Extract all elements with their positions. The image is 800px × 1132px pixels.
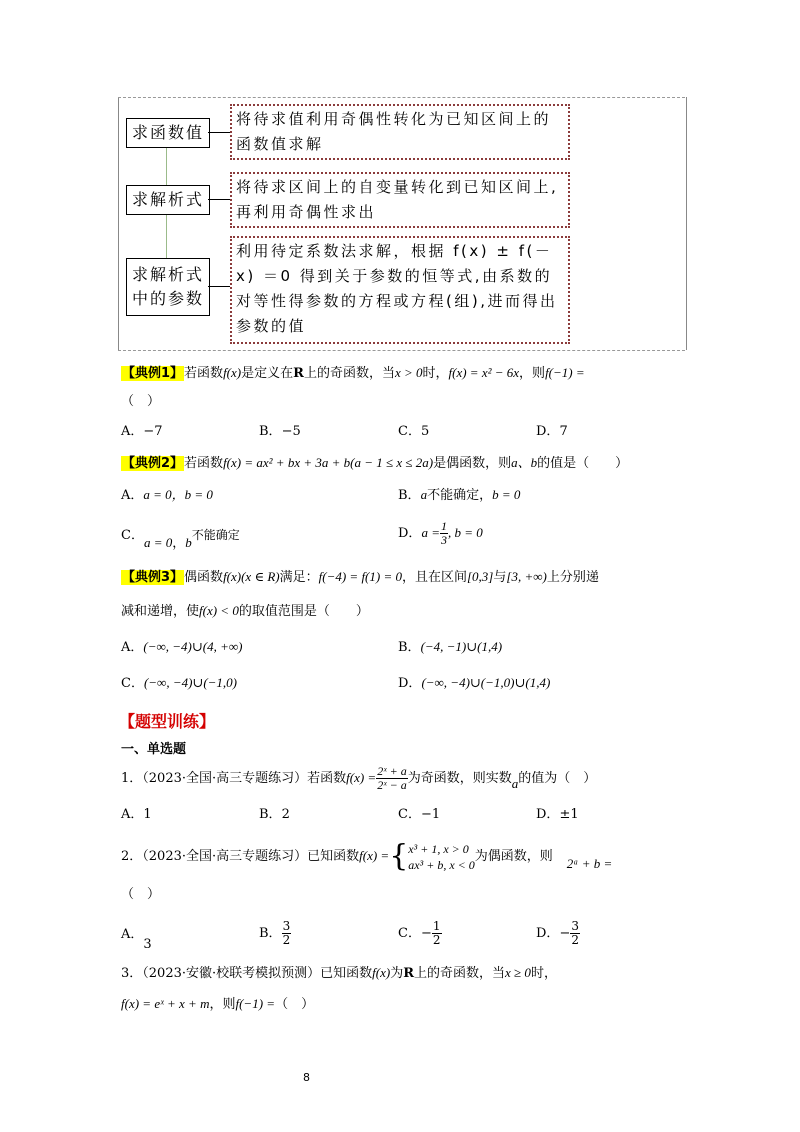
fraction <box>432 920 442 947</box>
formula: a <box>420 487 428 502</box>
question-2-paren: （ ） <box>121 887 161 902</box>
sign: − <box>420 926 432 941</box>
question-3-stem-line2 <box>121 995 314 1014</box>
option-value: −1 <box>420 807 441 822</box>
option-label: D． <box>536 926 560 941</box>
section-subtitle: 一、单选题 <box>121 742 187 757</box>
flowchart-link-3 <box>208 286 230 287</box>
option-label: B． <box>259 807 282 822</box>
text: ，则 <box>519 366 546 381</box>
example-2-option-c <box>121 526 240 551</box>
numerator: 2ˣ + a <box>377 764 407 778</box>
question-source: （2023·全国·高三专题练习）已知函数 <box>142 849 360 864</box>
formula: a = 0 <box>143 535 173 550</box>
option-value: (−∞, −4)∪(−1,0) <box>143 675 237 690</box>
formula: a = <box>421 525 440 540</box>
text: 为偶函数，则 <box>474 849 553 864</box>
question-1-option-a <box>121 806 152 824</box>
piecewise-cases <box>408 841 474 873</box>
question-number: 2． <box>121 849 143 864</box>
option-label: C． <box>398 926 421 941</box>
flowchart-box-expression <box>126 185 210 215</box>
text: ， <box>172 536 186 551</box>
question-2-stem <box>121 836 612 877</box>
example-2-option-a <box>121 486 213 505</box>
text: 是偶函数，则 <box>433 456 512 471</box>
text: 为奇函数，则实数 <box>407 771 512 786</box>
sign: − <box>559 926 571 941</box>
question-3-stem-line1 <box>121 964 557 983</box>
question-1-stem <box>121 762 596 795</box>
text: 是定义在 <box>241 366 294 381</box>
note-text: 将待求值利用奇偶性转化为已知区间上的函数值求解 <box>236 110 552 153</box>
formula: [0,3] <box>467 569 494 584</box>
option-value: 5 <box>420 424 430 439</box>
option-label: A． <box>121 640 144 655</box>
option-value: 2 <box>281 807 290 822</box>
set-symbol: R <box>293 366 304 381</box>
text: 偶函数 <box>184 570 224 585</box>
flowchart-bottom-rule <box>118 350 685 351</box>
numerator: 1 <box>440 519 447 533</box>
option-label: D． <box>536 807 560 822</box>
formula: a <box>511 776 519 791</box>
formula: f(x)(x ∈ R) <box>223 569 280 584</box>
flowchart-note-2 <box>230 172 570 228</box>
set-symbol: R <box>403 966 415 981</box>
question-number: 3． <box>121 966 143 981</box>
example-tag: 【典例3】 <box>122 570 184 585</box>
option-label: B． <box>259 424 282 439</box>
formula: f(x) < 0 <box>199 603 239 618</box>
example-3-option-a <box>121 638 242 657</box>
option-label: A． <box>121 424 144 439</box>
example-1-option-c <box>398 423 429 441</box>
option-label: B． <box>398 640 421 655</box>
formula: 2ᵃ + b = <box>566 856 613 871</box>
text: 的值是（ ） <box>537 456 629 471</box>
example-2-option-b <box>398 486 520 505</box>
example-3-stem-line1 <box>121 568 599 587</box>
page-number: 8 <box>303 1071 310 1084</box>
option-value: 7 <box>559 424 568 439</box>
formula: f(−4) = f(1) = 0 <box>318 569 402 584</box>
option-value: (−∞, −4)∪(−1,0)∪(1,4) <box>421 675 551 690</box>
example-tag: 【典例1】 <box>122 366 184 381</box>
flowchart-link-1 <box>208 132 230 133</box>
example-2-stem <box>121 454 628 473</box>
question-number: 1． <box>121 771 143 786</box>
fraction <box>570 920 580 947</box>
formula: f(x) = <box>346 770 377 785</box>
formula: [3, +∞) <box>506 569 547 584</box>
text: 上的奇函数，当 <box>303 366 395 381</box>
example-2-option-d <box>398 518 483 549</box>
formula: a、b <box>511 455 538 470</box>
formula: f(x) = ax² + bx + 3a + b(a − 1 ≤ x ≤ 2a) <box>223 455 434 470</box>
text: 减和递增，使 <box>121 604 200 619</box>
note-text: 将待求区间上的自变量转化到已知区间上,再利用奇偶性求出 <box>236 178 559 221</box>
option-value: (−4, −1)∪(1,4) <box>420 639 503 654</box>
question-2-option-a <box>121 926 152 952</box>
flowchart-note-1 <box>230 104 570 160</box>
option-label: C． <box>398 807 421 822</box>
text: 时， <box>530 966 557 981</box>
text: 的值为（ ） <box>518 771 597 786</box>
option-value: −7 <box>143 424 163 439</box>
example-3-option-b <box>398 638 502 657</box>
example-3-stem-line2 <box>121 602 369 621</box>
text: 若函数 <box>184 366 224 381</box>
formula: x ≥ 0 <box>505 965 531 980</box>
question-source: （2023·全国·高三专题练习）若函数 <box>142 771 347 786</box>
example-1-option-d <box>536 423 568 441</box>
formula: b = 0 <box>492 487 521 502</box>
flowchart-box-function-value <box>126 118 210 148</box>
denominator: 2 <box>432 933 441 947</box>
formula: b <box>185 535 192 550</box>
denominator: 2 <box>571 933 579 947</box>
text: 上的奇函数，当 <box>414 966 506 981</box>
text: 时， <box>422 366 449 381</box>
box-label: 求函数值 <box>131 123 204 142</box>
option-label: C． <box>121 528 144 543</box>
option-label: C． <box>398 424 421 439</box>
option-label: B． <box>259 926 282 941</box>
numerator: 3 <box>571 919 579 933</box>
numerator: 3 <box>282 919 291 933</box>
fraction <box>440 520 448 547</box>
formula: f(−1) = <box>235 996 276 1011</box>
example-1-paren: （ ） <box>121 394 161 409</box>
denominator: 2 <box>282 933 291 947</box>
option-value: −5 <box>281 424 301 439</box>
formula: f(x) = eˣ + x + m <box>121 996 210 1011</box>
option-label: D． <box>398 676 422 691</box>
text: ，且在区间 <box>401 570 467 585</box>
formula: f(−1) = <box>545 365 585 380</box>
option-value: (−∞, −4)∪(4, +∞) <box>143 639 243 654</box>
option-value: a = 0，b = 0 <box>143 487 213 502</box>
formula: f(x) <box>223 365 242 380</box>
option-label: C． <box>121 676 144 691</box>
formula: x > 0 <box>394 365 423 380</box>
text: 的取值范围是（ ） <box>238 604 369 619</box>
option-label: D． <box>536 424 560 439</box>
text: 上分别递 <box>546 570 599 585</box>
formula: f(x) = <box>359 848 390 863</box>
option-label: D． <box>398 526 422 541</box>
option-label: A． <box>121 807 144 822</box>
question-1-option-c <box>398 806 440 824</box>
text: ，则 <box>209 997 236 1012</box>
fraction <box>376 765 407 792</box>
box-label: 求解析式 <box>131 190 204 209</box>
denominator: 2ˣ − a <box>377 778 407 792</box>
text: 为 <box>390 966 404 981</box>
denominator: 3 <box>440 533 447 547</box>
option-value: 3 <box>143 937 152 952</box>
flowchart-link-2 <box>208 199 230 200</box>
text: 若函数 <box>184 456 224 471</box>
formula: f(x) <box>372 965 391 980</box>
question-2-option-b <box>259 918 291 950</box>
example-1-option-b <box>259 423 301 441</box>
case-1: x³ + 1, x > 0 <box>408 841 469 856</box>
text: 不能确定 <box>191 528 240 542</box>
option-label: A． <box>121 927 144 942</box>
box-label-line1: 求解析式 <box>131 265 204 284</box>
option-value: ±1 <box>559 807 579 822</box>
text: 与 <box>493 570 507 585</box>
fraction <box>282 920 292 947</box>
flowchart-box-parameter <box>126 258 210 316</box>
question-2-option-c <box>398 918 442 950</box>
answer-paren: （ ） <box>275 997 315 1012</box>
question-1-option-d <box>536 806 579 824</box>
example-1-option-a <box>121 423 163 441</box>
option-label: A． <box>121 488 144 503</box>
flowchart-top-rule <box>118 97 685 98</box>
option-value: 1 <box>143 807 152 822</box>
option-label: B． <box>398 488 421 503</box>
example-3-option-d <box>398 674 550 693</box>
note-text: 利用待定系数法求解，根据 f(x) ± f(－x) ＝0 得到关于参数的恒等式,由系数的对等性得参数的方程或方程(组),进而得出参数的值 <box>236 242 558 335</box>
question-source: （2023·安徽·校联考模拟预测）已知函数 <box>142 966 373 981</box>
box-label-line2: 中的参数 <box>131 289 204 308</box>
case-2: ax³ + b, x < 0 <box>408 857 475 872</box>
example-tag: 【典例2】 <box>122 456 184 471</box>
question-2-option-d <box>536 918 580 950</box>
text: 满足： <box>279 570 319 585</box>
formula: f(x) = x² − 6x <box>448 365 520 380</box>
flowchart-note-3 <box>230 236 570 344</box>
question-1-option-b <box>259 806 290 824</box>
numerator: 1 <box>432 919 441 933</box>
text: 不能确定， <box>427 488 493 503</box>
section-title: 【题型训练】 <box>119 712 216 731</box>
piecewise-brace: { <box>389 838 409 874</box>
formula: , b = 0 <box>447 525 483 540</box>
example-3-option-c <box>121 674 237 693</box>
example-1-stem <box>121 364 585 383</box>
